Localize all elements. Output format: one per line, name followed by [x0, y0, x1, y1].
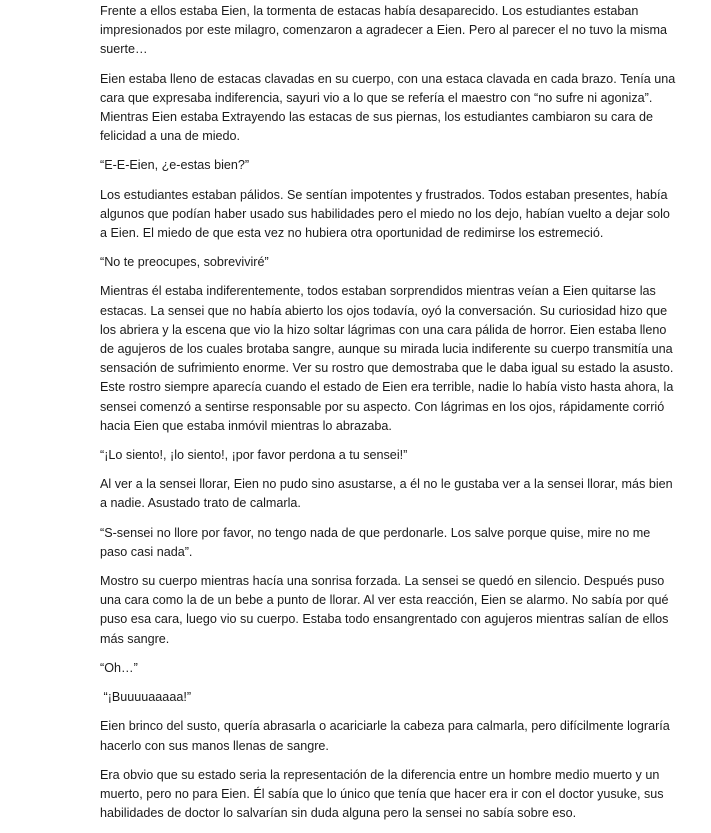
paragraph-2: Eien estaba lleno de estacas clavadas en su cuerpo, con una estaca clavada en cada brazo. Tenía una cara que expresaba indiferencia, sayuri vio a lo que se refería el maestro con “no sufre ni agoniza”. Mientras Eien estaba Extrayendo las estacas de sus piernas, los estudiantes cambiaron su cara de felicidad a una de miedo. [100, 71, 676, 144]
dialogue-line: “No te preocupes, sobreviviré” [100, 255, 269, 270]
paragraph-1: Frente a ellos estaba Eien, la tormenta de estacas había desaparecido. Los estudiantes estaban impresionados por este milagro, comenzaron a agradecer a Eien. Pero al parecer el no tuvo la misma suerte… [100, 4, 668, 57]
dialogue-line: “¡Lo siento!, ¡lo siento!, ¡por favor perdona a tu sensei!” [100, 448, 408, 463]
dialogue-line: “S-sensei no llore por favor, no tengo nada de que perdonarle. Los salve porque quise, mire no me paso casi nada”. [100, 525, 651, 559]
dialogue-line: “¡Buuuuaaaaa!” [100, 690, 192, 705]
dialogue-line: “E-E-Eien, ¿e-estas bien?” [100, 158, 250, 173]
paragraph-6: Mientras él estaba indiferentemente, todos estaban sorprendidos mientras veían a Eien quitarse las estacas. La sensei que no había abierto los ojos todavía, oyó la conversación. Su curiosidad hizo que los abriera y la escena que vio la hizo soltar lágrimas con una cara pálida de horror. Eien estaba lleno de agujeros de los cuales brotaba sangre, aunque su mirada lucia indiferente su cuerpo transmitía una sensación de sufrimiento enorme. Ver su rostro que demostraba que le daba igual su estado la asusto. Este rostro siempre aparecía cuando el estado de Eien era terrible, nadie lo había visto hasta ahora, la sensei comenzó a sentirse responsable por su aspecto. Con lágrimas en los ojos, rápidamente corrió hacia Eien que estaba inmóvil mientras lo abrazaba. [100, 284, 674, 433]
paragraph-13: Eien brinco del susto, quería abrasarla o acariciarle la cabeza para calmarla, pero difícilmente lograría hacerlo con sus manos llenas de sangre. [100, 719, 670, 753]
paragraph-4: Los estudiantes estaban pálidos. Se sentían impotentes y frustrados. Todos estaban presentes, había algunos que podían haber usado sus habilidades pero el miedo no los dejo, habían vuelto a dejar solo a Eien. El miedo de que esta vez no hubiera otra oportunidad de redimirse los estremeció. [100, 187, 670, 241]
document-page [100, 2, 680, 833]
paragraph-10: Mostro su cuerpo mientras hacía una sonrisa forzada. La sensei se quedó en silencio. Después puso una cara como la de un bebe a punto de llorar. Al ver esta reacción, Eien se alarmo. No sabía por qué puso esa cara, luego vio su cuerpo. Estaba todo ensangrentado con agujeros mientras salían de ellos más sangre. [100, 574, 669, 646]
dialogue-line: “Oh…” [100, 660, 138, 675]
paragraph-8: Al ver a la sensei llorar, Eien no pudo sino asustarse, a él no le gustaba ver a la sensei llorar, más bien a nadie. Asustado trato de calmarla. [100, 477, 673, 511]
paragraph-14: Era obvio que su estado seria la representación de la diferencia entre un hombre medio muerto y un muerto, pero no para Eien. Él sabía que lo único que tenía que hacer era ir con el doctor yusuke, sus habilidades de doctor lo salvarían sin duda alguna pero la sensei no sabía sobre eso. [100, 767, 664, 821]
